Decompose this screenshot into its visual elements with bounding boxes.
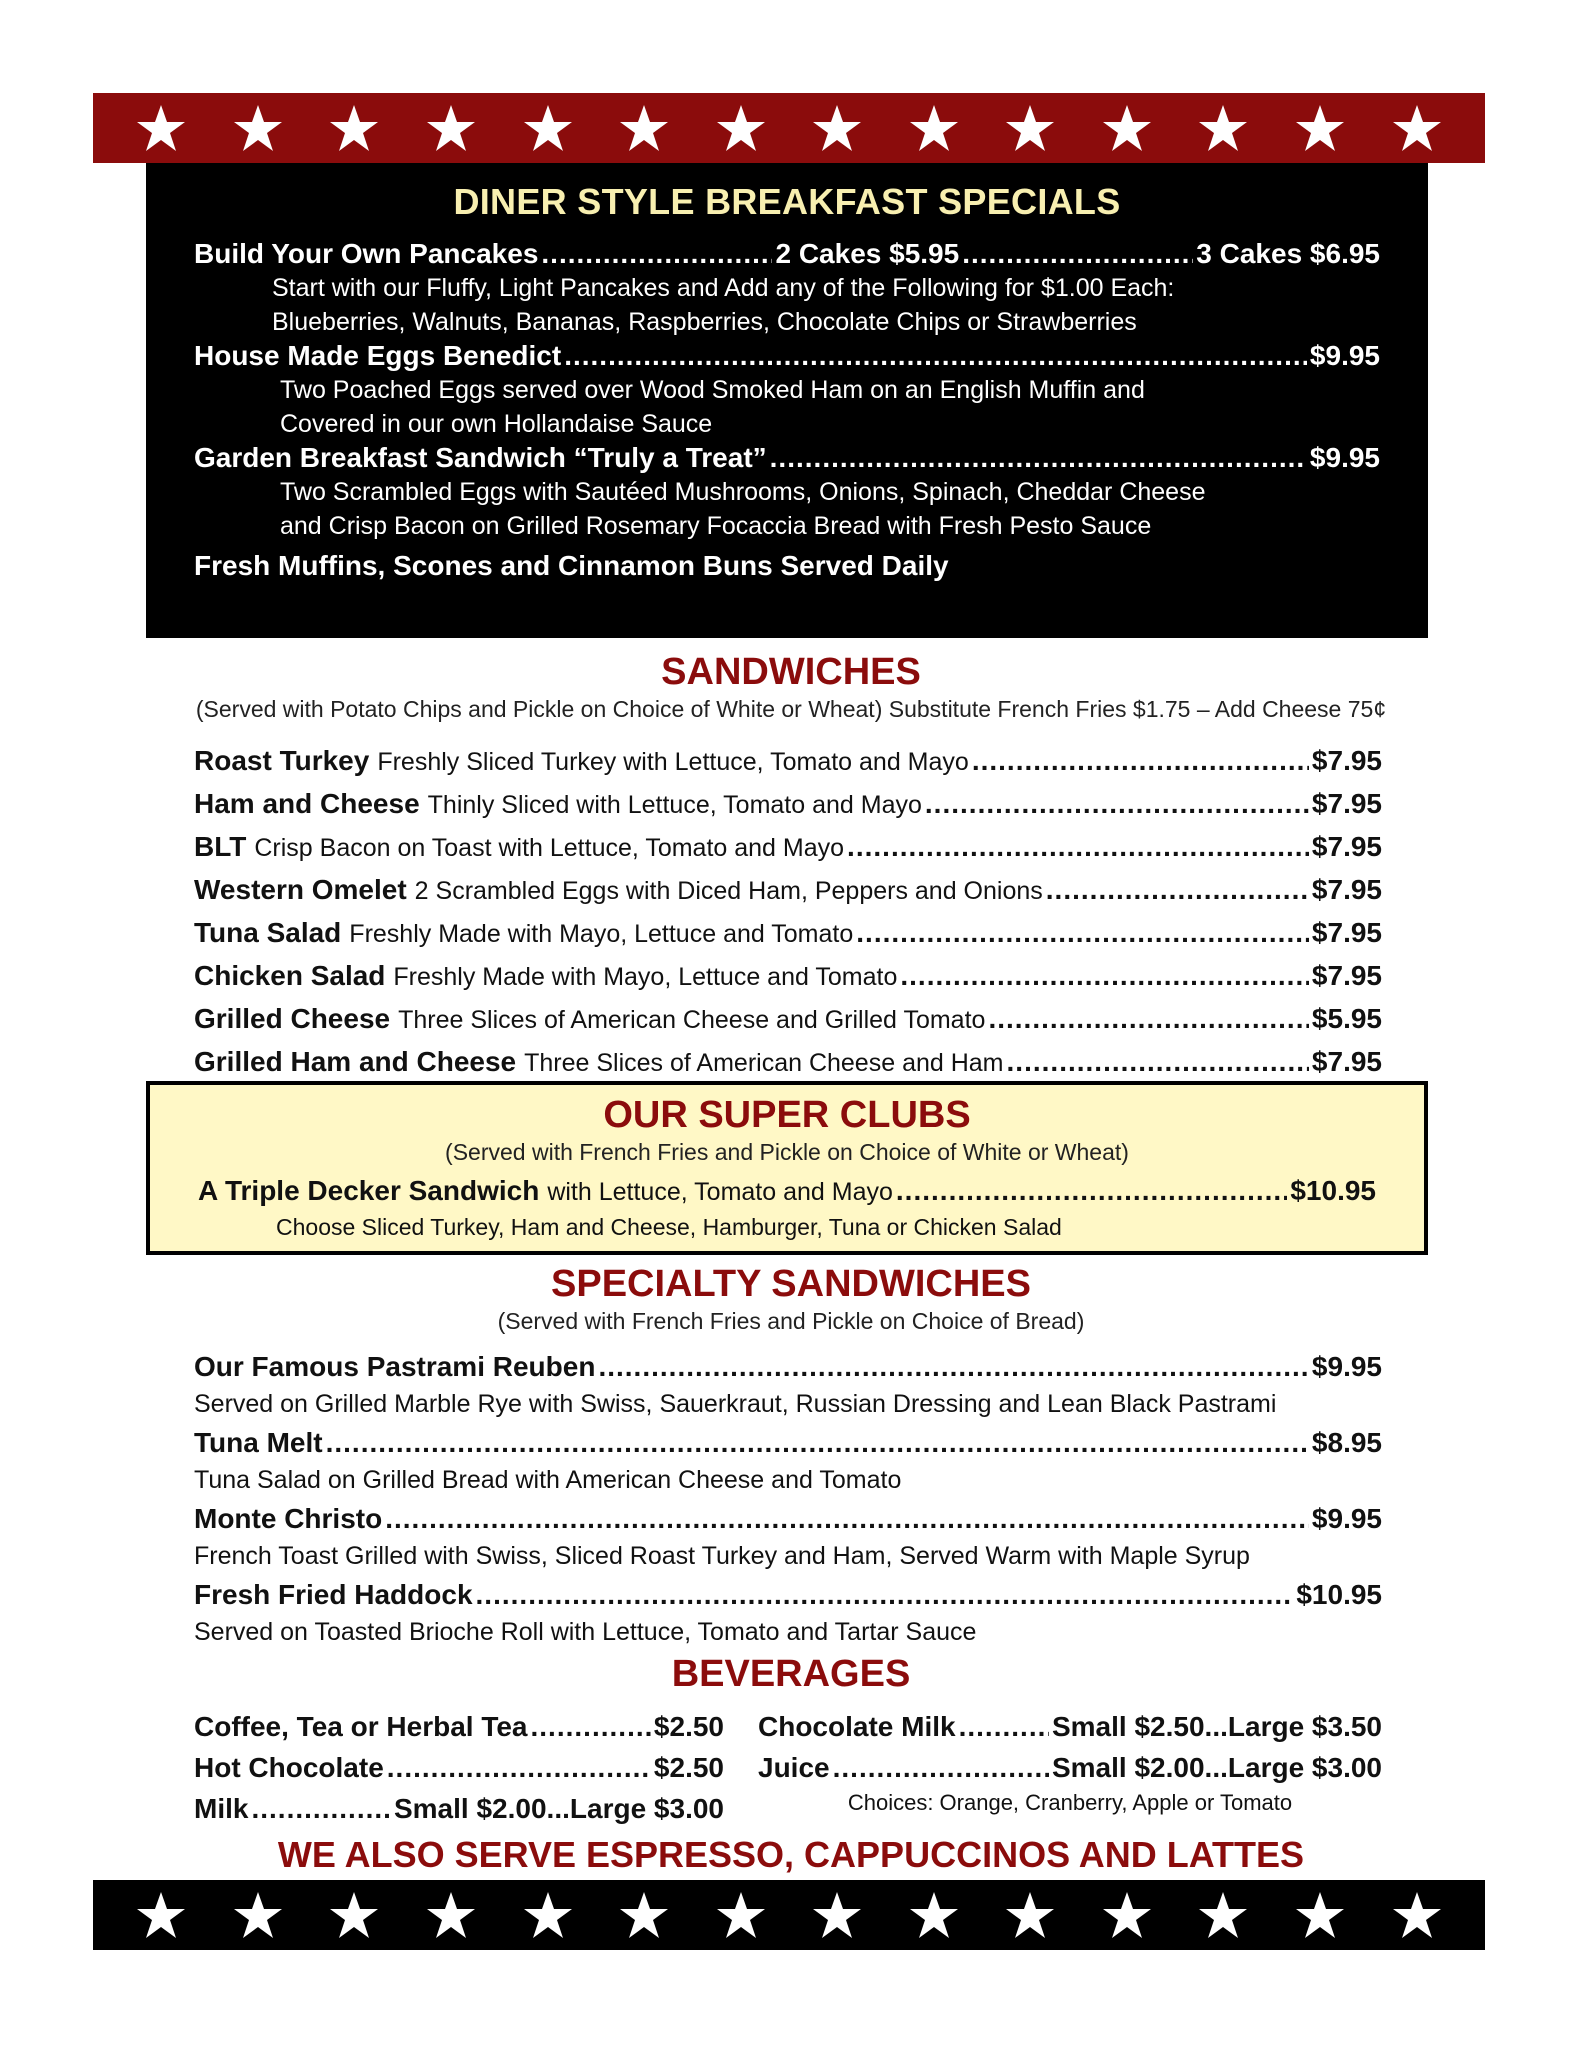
sandwiches-title: SANDWICHES [661,651,921,693]
item-price: $7.95 [1311,874,1382,905]
star-icon [329,1890,379,1940]
item-name: Fresh Fried Haddock [194,1579,473,1610]
star-icon [426,103,476,153]
beverage-chocolate-milk [758,1706,1382,1747]
star-icon [619,103,669,153]
menu-item-pancakes [194,237,1380,271]
leader-dots [900,955,1309,996]
item-name: Western Omelet [194,874,407,905]
star-icon [329,103,379,153]
item-description: Start with our Fluffy, Light Pancakes and Add any of the Following for $1.00 Each: [272,274,1175,302]
item-description: Covered in our own Hollandaise Sauce [280,410,713,438]
star-icon [909,103,959,153]
leader-dots [564,339,1307,373]
item-name: Chocolate Milk [758,1711,956,1742]
price-separator: ... [1204,1752,1228,1783]
star-icon [812,1890,862,1940]
item-name: Chicken Salad [194,960,386,991]
leader-dots [251,1788,391,1829]
item-price: $9.95 [1311,1503,1382,1534]
price-separator: ... [1204,1711,1228,1742]
item-name: Our Famous Pastrami Reuben [194,1351,596,1382]
leader-dots [962,237,1193,271]
leader-dots [1007,1041,1309,1082]
star-icon [1102,103,1152,153]
leader-dots [385,1500,1309,1538]
specialty-row [194,1500,1382,1538]
item-description: 2 Scrambled Eggs with Diced Ham, Peppers and Onions [414,877,1043,905]
specialty-row [194,1424,1382,1462]
star-icon [233,1890,283,1940]
star-icon [909,1890,959,1940]
item-price: $5.95 [1311,1003,1382,1034]
item-name: A Triple Decker Sandwich [198,1175,540,1206]
item-price: $9.95 [1311,1351,1382,1382]
item-option: 3 Cakes $6.95 [1196,238,1380,269]
muffins-note [194,549,1380,583]
breakfast-specials-panel [146,163,1428,638]
muffins-text: Fresh Muffins, Scones and Cinnamon Buns Served Daily [194,550,949,581]
item-price: $7.95 [1311,831,1382,862]
item-description: Three Slices of American Cheese and Grilled Tomato [398,1006,986,1034]
beverage-coffee [194,1706,724,1747]
leader-dots [770,441,1307,475]
sandwich-row [194,783,1382,826]
star-icon [1102,1890,1152,1940]
beverage-juice [758,1747,1382,1788]
clubs-choices: Choose Sliced Turkey, Ham and Cheese, Hamburger, Tuna or Chicken Salad [276,1214,1062,1240]
specialty-note: (Served with French Fries and Pickle on Choice of Bread) [497,1308,1085,1334]
beverage-milk [194,1788,724,1829]
sandwich-row [194,912,1382,955]
item-name: Build Your Own Pancakes [194,238,539,269]
specialty-list [194,1348,1382,1652]
beverages-title: BEVERAGES [671,1653,911,1695]
item-name: Grilled Cheese [194,1003,391,1034]
star-icon [1392,103,1442,153]
item-price-small: Small $2.50 [1051,1711,1205,1742]
leader-dots [959,1706,1049,1747]
star-icon [1295,103,1345,153]
leader-dots [598,1348,1308,1386]
item-description: Freshly Made with Mayo, Lettuce and Tomato [393,963,898,991]
star-icon [619,1890,669,1940]
bottom-star-banner [93,1880,1485,1950]
item-description: Three Slices of American Cheese and Ham [524,1049,1004,1077]
item-description: Served on Toasted Brioche Roll with Lettuce, Tomato and Tartar Sauce [194,1618,977,1646]
star-icon [716,103,766,153]
specialty-row [194,1348,1382,1386]
sandwiches-header [0,650,1582,724]
leader-dots [972,740,1309,781]
sandwich-row [194,998,1382,1041]
item-price: $7.95 [1311,960,1382,991]
leader-dots [531,1706,651,1747]
leader-dots [476,1576,1294,1614]
leader-dots [387,1747,651,1788]
item-price-large: Large $3.00 [1227,1752,1382,1783]
item-name: Juice [758,1752,830,1783]
item-price: $9.95 [1309,340,1380,371]
item-name: Grilled Ham and Cheese [194,1046,517,1077]
leader-dots [541,237,772,271]
item-price: $7.95 [1311,1046,1382,1077]
leader-dots [833,1747,1049,1788]
item-price: $7.95 [1311,788,1382,819]
item-description: Crisp Bacon on Toast with Lettuce, Tomato and Mayo [254,834,845,862]
star-icon [1295,1890,1345,1940]
item-name: Roast Turkey [194,745,370,776]
item-name: Milk [194,1793,249,1824]
espresso-banner-text: WE ALSO SERVE ESPRESSO, CAPPUCCINOS AND LATTES [277,1834,1305,1875]
star-icon [136,103,186,153]
item-name: Coffee, Tea or Herbal Tea [194,1711,528,1742]
star-icon [523,1890,573,1940]
item-description: Served on Grilled Marble Rye with Swiss, Sauerkraut, Russian Dressing and Lean Black Pastrami [194,1390,1277,1418]
item-price: $2.50 [653,1752,724,1783]
item-description: Two Scrambled Eggs with Sautéed Mushrooms, Onions, Spinach, Cheddar Cheese [280,478,1206,506]
star-icon [523,103,573,153]
item-description: and Crisp Bacon on Grilled Rosemary Focaccia Bread with Fresh Pesto Sauce [280,512,1152,540]
sandwich-row [194,740,1382,783]
clubs-title: OUR SUPER CLUBS [603,1094,971,1136]
item-description: Freshly Sliced Turkey with Lettuce, Tomato and Mayo [377,748,969,776]
item-description: Freshly Made with Mayo, Lettuce and Tomato [349,920,854,948]
menu-item-eggs-benedict [194,339,1380,373]
item-price-large: Large $3.00 [569,1793,724,1824]
item-price-small: Small $2.00 [1051,1752,1205,1783]
leader-dots [1046,869,1309,910]
item-price-small: Small $2.00 [393,1793,547,1824]
star-icon [1198,1890,1248,1940]
star-icon [136,1890,186,1940]
item-description: with Lettuce, Tomato and Mayo [547,1178,893,1206]
sandwiches-list [194,740,1382,1084]
sandwich-row [194,826,1382,869]
star-icon [1005,1890,1055,1940]
item-name: Garden Breakfast Sandwich “Truly a Treat” [194,442,767,473]
sandwich-row [194,869,1382,912]
breakfast-title: DINER STYLE BREAKFAST SPECIALS [453,181,1121,222]
leader-dots [925,783,1309,824]
item-price: $10.95 [1296,1579,1382,1610]
specialty-row [194,1576,1382,1614]
item-price: $7.95 [1311,745,1382,776]
beverages-right-column [758,1706,1382,1818]
beverage-hot-chocolate [194,1747,724,1788]
item-name: Hot Chocolate [194,1752,384,1783]
item-description: French Toast Grilled with Swiss, Sliced Roast Turkey and Ham, Served Warm with Maple Syrup [194,1542,1250,1570]
top-star-banner [93,93,1485,163]
sandwiches-note: (Served with Potato Chips and Pickle on Choice of White or Wheat) Substitute French Fries $1.75 – Add Cheese 75¢ [195,696,1387,722]
item-description: Tuna Salad on Grilled Bread with American Cheese and Tomato [194,1466,902,1494]
beverages-header [0,1652,1582,1696]
item-price: $7.95 [1311,917,1382,948]
star-icon [1198,103,1248,153]
item-price: $2.50 [653,1711,724,1742]
item-price: $8.95 [1311,1427,1382,1458]
specialty-title: SPECIALTY SANDWICHES [551,1263,1031,1305]
item-price: $9.95 [1309,442,1380,473]
clubs-note: (Served with French Fries and Pickle on Choice of White or Wheat) [445,1139,1129,1165]
item-name: Tuna Salad [194,917,342,948]
sandwich-row [194,1041,1382,1084]
leader-dots [988,998,1308,1039]
item-price-large: Large $3.50 [1227,1711,1382,1742]
leader-dots [896,1171,1287,1211]
specialty-header [0,1262,1582,1336]
super-clubs-panel [146,1081,1428,1255]
star-icon [812,103,862,153]
star-icon [426,1890,476,1940]
item-name: Monte Christo [194,1503,383,1534]
item-option: 2 Cakes $5.95 [775,238,960,269]
star-icon [233,103,283,153]
item-name: BLT [194,831,247,862]
sandwich-row [194,955,1382,998]
leader-dots [856,912,1309,953]
star-icon [716,1890,766,1940]
star-icon [1005,103,1055,153]
leader-dots [847,826,1309,867]
juice-choices: Choices: Orange, Cranberry, Apple or Tomato [847,1790,1293,1815]
item-description: Blueberries, Walnuts, Bananas, Raspberries, Chocolate Chips or Strawberries [272,308,1137,336]
menu-item-garden-breakfast [194,441,1380,475]
item-name: House Made Eggs Benedict [194,340,562,371]
item-name: Tuna Melt [194,1427,323,1458]
item-name: Ham and Cheese [194,788,420,819]
beverages-left-column [194,1706,724,1829]
leader-dots [326,1424,1309,1462]
star-icon [1392,1890,1442,1940]
item-description: Thinly Sliced with Lettuce, Tomato and Mayo [427,791,922,819]
item-description: Two Poached Eggs served over Wood Smoked Ham on an English Muffin and [280,376,1145,404]
item-price: $10.95 [1290,1175,1376,1206]
menu-item-triple-decker [198,1171,1376,1212]
price-separator: ... [546,1793,570,1824]
